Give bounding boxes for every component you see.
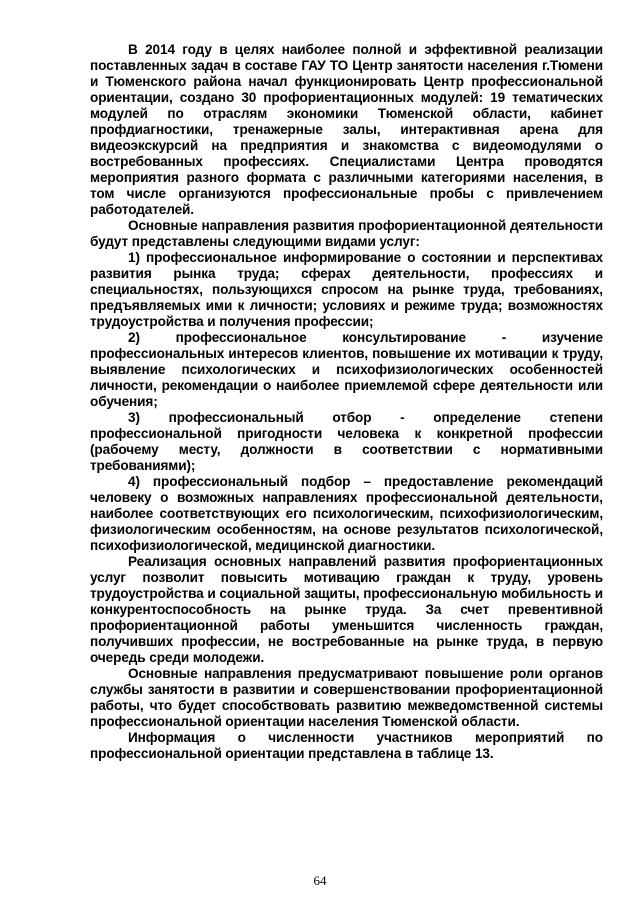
paragraph-table-reference: Информация о численности участников мероприятий по профессиональной ориентации представлена в таблице 13. [90,730,603,761]
list-item-selection: 3) профессиональный отбор - определение степени профессиональной пригодности человека к конкретной профессии (рабочему месту, должности в соответствии с нормативными требованиями); [90,410,603,473]
paragraph-service-role: Основные направления предусматривают повышение роли органов службы занятости в развитии и совершенствовании профориентационной работы, что будет способствовать развитию межведомственной системы профессиональной ориентации населения Тюменской области. [90,666,603,729]
list-item-informing: 1) профессиональное информирование о состоянии и перспективах развития рынка труда; сферах деятельности, профессиях и специальностях, пользующихся спросом на рынке труда, требованиях, предъявляемых ими к личности; условиях и режиме труда; возможностях трудоустройства и получения профессии; [90,250,603,329]
paragraph-center-intro: В 2014 году в целях наиболее полной и эффективной реализации поставленных задач в составе ГАУ ТО Центр занятости населения г.Тюмени и Тюменского района начал функционировать Центр профессиональной ориентации, создано 30 профориентационных модулей: 19 тематических модулей по отраслям экономики Тюменской области, кабинет профдиагностики, тренажерные залы, интерактивная арена для видеоэкскурсий на предприятия и знакомства с видеомодулями о востребованных профессиях. Специалистами Центра проводятся мероприятия разного формата с различными категориями населения, в том числе организуются профессиональные пробы с привлечением работодателей. [90,42,603,217]
body-text [90,42,603,762]
page-number: 64 [313,873,327,888]
list-item-matching: 4) профессиональный подбор – предоставление рекомендаций человеку о возможных направлениях профессиональной деятельности, наиболее соответствующих его психологическим, психофизиологическим, физиологическим особенностям, на основе результатов психологической, психофизиологической, медицинской диагностики. [90,474,603,553]
list-item-consulting: 2) профессиональное консультирование - изучение профессиональных интересов клиентов, повышение их мотивации к труду, выявление психологических и психофизиологических особенностей личности, рекомендации о наиболее приемлемой сфере деятельности или обучения; [90,330,603,409]
paragraph-directions: Основные направления развития профориентационной деятельности будут представлены следующими видами услуг: [90,218,603,249]
paragraph-implementation: Реализация основных направлений развития профориентационных услуг позволит повысить мотивацию граждан к труду, уровень трудоустройства и социальной защиты, профессиональную мобильность и конкурентоспособность на рынке труда. За счет превентивной профориентационной работы уменьшится численность граждан, получивших профессии, не востребованные на рынке труда, в первую очередь среди молодежи. [90,554,603,665]
